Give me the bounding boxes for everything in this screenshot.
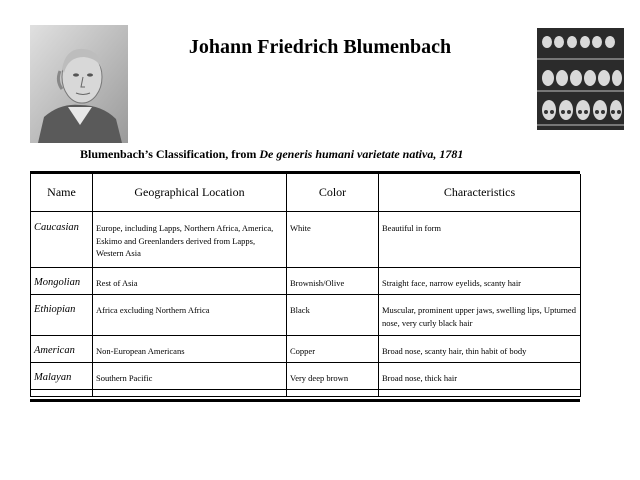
classification-table <box>30 171 580 402</box>
subtitle <box>80 147 463 162</box>
cell-characteristics: Muscular, prominent upper jaws, swelling lips, Upturned nose, very curly black hair <box>379 295 581 336</box>
table-row <box>31 268 581 295</box>
cell-location: Europe, including Lapps, Northern Africa, America, Eskimo and Greenlanders derived from Lapps, Western Asia <box>93 212 287 268</box>
cell-name: Caucasian <box>31 212 93 268</box>
subtitle-prefix: Blumenbach’s Classification, from <box>80 147 260 161</box>
spacer-cell <box>287 390 379 397</box>
cell-characteristics: Broad nose, thick hair <box>379 363 581 390</box>
cell-characteristics: Straight face, narrow eyelids, scanty hair <box>379 268 581 295</box>
cell-location: Southern Pacific <box>93 363 287 390</box>
table-row <box>31 295 581 336</box>
table-spacer-row <box>31 390 581 397</box>
header-characteristics: Characteristics <box>379 174 581 212</box>
table-row <box>31 212 581 268</box>
header-color: Color <box>287 174 379 212</box>
table-row <box>31 363 581 390</box>
table-header-row <box>31 174 581 212</box>
spacer-cell <box>93 390 287 397</box>
cell-location: Rest of Asia <box>93 268 287 295</box>
cell-characteristics: Beautiful in form <box>379 212 581 268</box>
spacer-cell <box>379 390 581 397</box>
cell-color: Brownish/Olive <box>287 268 379 295</box>
page-title: Johann Friedrich Blumenbach <box>188 36 452 58</box>
cell-name: American <box>31 336 93 363</box>
spacer-cell <box>31 390 93 397</box>
cell-color: Very deep brown <box>287 363 379 390</box>
cell-color: White <box>287 212 379 268</box>
cell-name: Mongolian <box>31 268 93 295</box>
cell-location: Non-European Americans <box>93 336 287 363</box>
header-name: Name <box>31 174 93 212</box>
cell-color: Black <box>287 295 379 336</box>
cell-color: Copper <box>287 336 379 363</box>
subtitle-work-title: De generis humani varietate nativa <box>259 147 434 161</box>
cell-name: Ethiopian <box>31 295 93 336</box>
cell-characteristics: Broad nose, scanty hair, thin habit of body <box>379 336 581 363</box>
table-row <box>31 336 581 363</box>
header-location: Geographical Location <box>93 174 287 212</box>
cell-location: Africa excluding Northern Africa <box>93 295 287 336</box>
cell-name: Malayan <box>31 363 93 390</box>
subtitle-suffix: , 1781 <box>433 147 464 161</box>
